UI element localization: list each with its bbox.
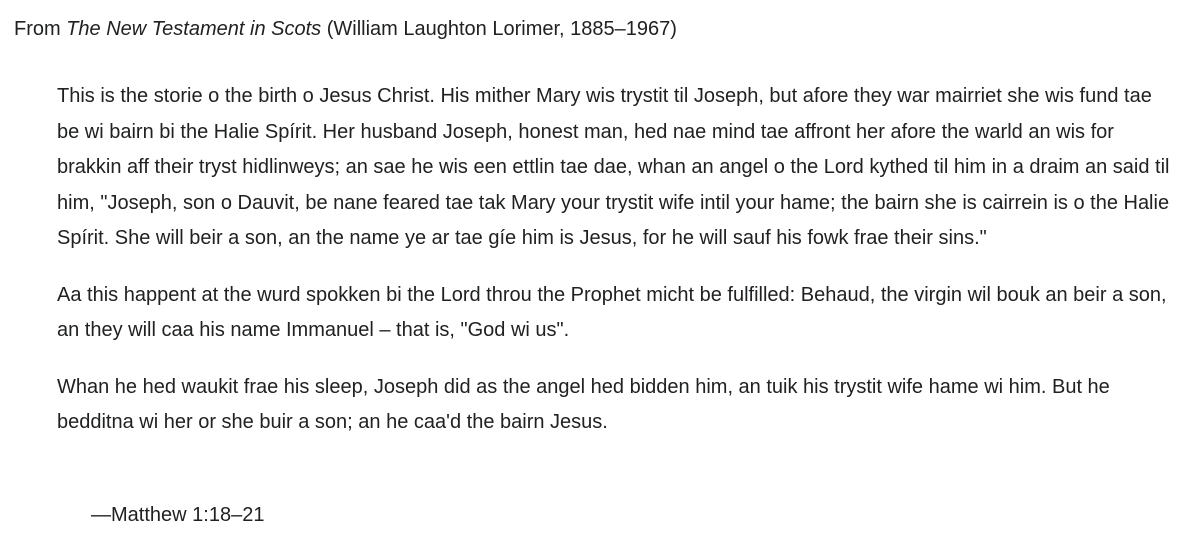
work-title: The New Testament in Scots (66, 18, 322, 40)
quote-paragraph-2: Aa this happent at the wurd spokken bi the Lord throu the Prophet micht be fulfilled: Behaud, the virgin wil bouk an beir a son, an they will caa his name Immanuel – that is, "God wi us". (57, 283, 1167, 341)
intro-suffix: (William Laughton Lorimer, 1885–1967) (321, 18, 677, 40)
quote-citation: —Matthew 1:18–21 (91, 504, 265, 526)
source-attribution (14, 15, 677, 43)
intro-prefix: From (14, 18, 67, 40)
quote-paragraph-1: This is the storie o the birth o Jesus Christ. His mither Mary wis trystit til Joseph, but afore they war mairriet she wis fund tae be wi bairn bi the Halie Spírit. Her husband Joseph, honest man, hed nae mind tae affront her afore the warld an wis for brakkin aff their tryst hidlinweys; an sae he wis een ettlin tae dae, whan an angel o the Lord kythed til him in a draim an said til him, "Joseph, son o Dauvit, be nane feared tae tak Mary your trystit wife intil your hame; the bairn she is cairrein is o the Halie Spírit. She will beir a son, an the name ye ar tae gíe him is Jesus, for he will sauf his fowk frae their sins." (57, 85, 1170, 249)
quote-paragraph-3: Whan he hed waukit frae his sleep, Joseph did as the angel hed bidden him, an tuik his trystit wife hame wi him. But he bedditna wi her or she buir a son; an he caa'd the bairn Jesus. (57, 375, 1110, 433)
scripture-quote (57, 79, 1177, 462)
